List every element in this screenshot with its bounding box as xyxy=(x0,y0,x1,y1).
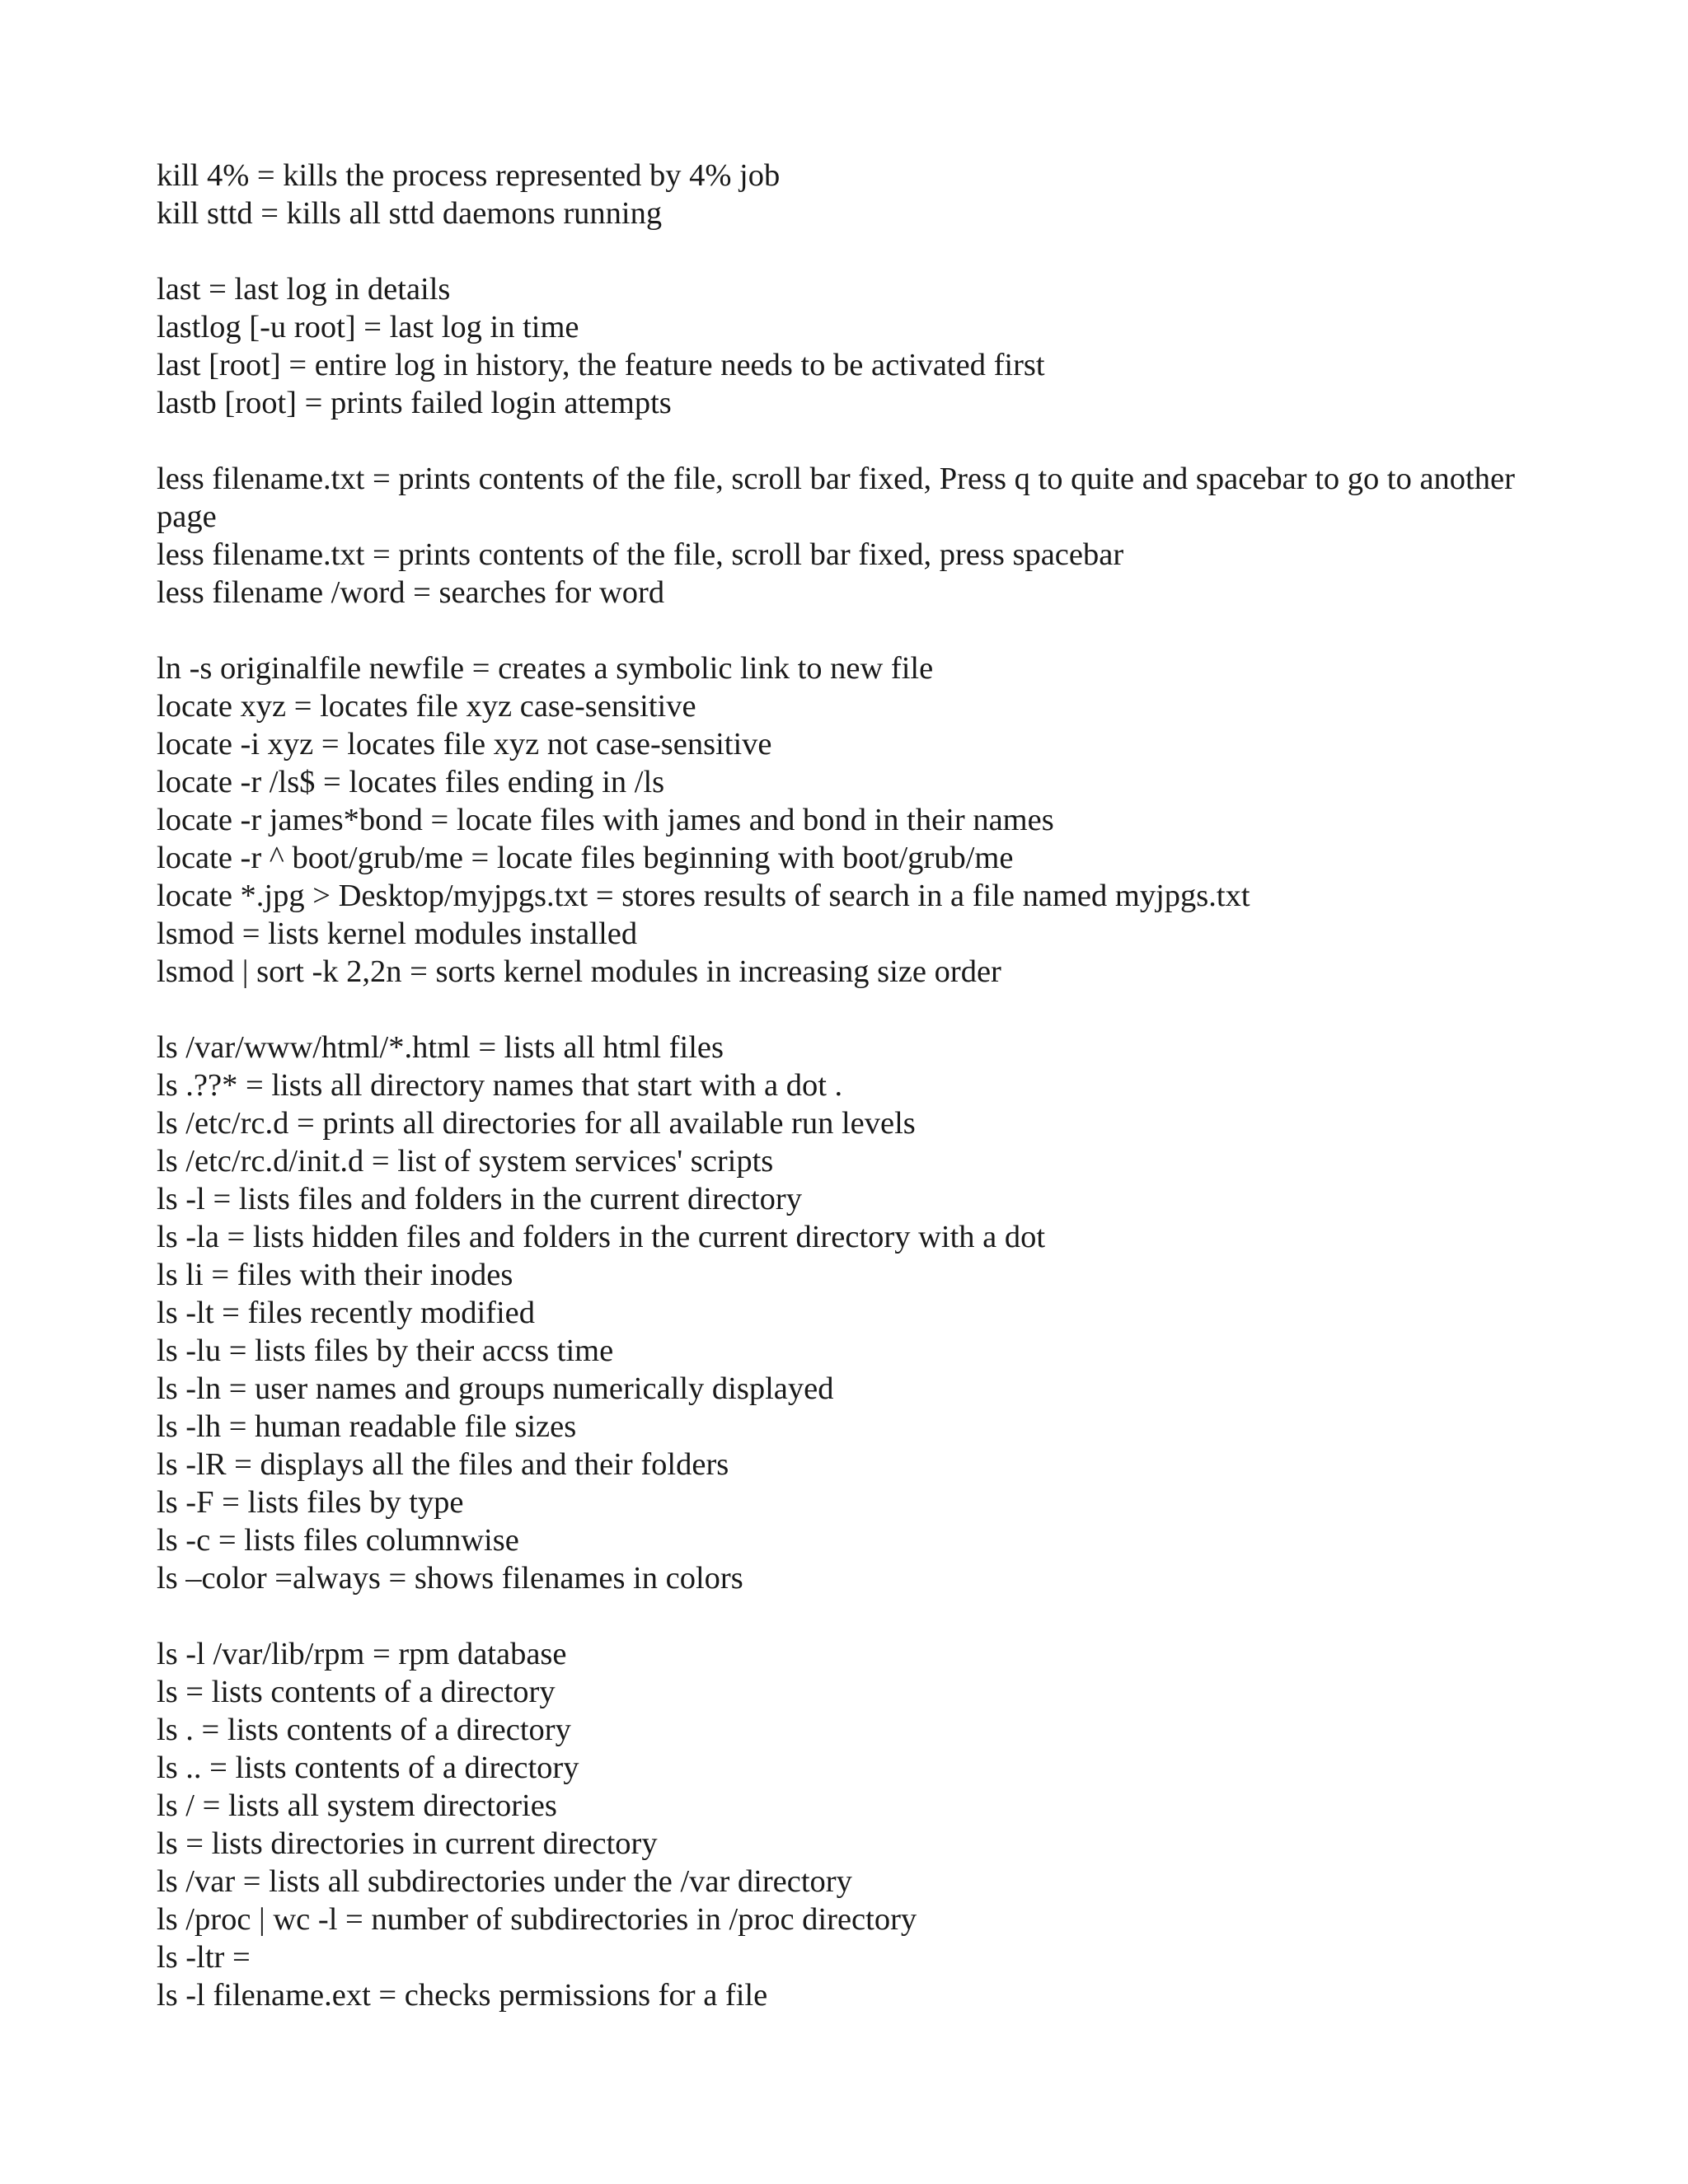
command-line: lsmod | sort -k 2,2n = sorts kernel modules in increasing size order xyxy=(157,954,1001,989)
command-group xyxy=(157,1635,1525,2014)
command-group xyxy=(157,460,1525,612)
command-line: ls /var/www/html/*.html = lists all html files xyxy=(157,1030,724,1065)
command-line: ls -l = lists files and folders in the current directory xyxy=(157,1182,802,1216)
command-line: locate -r /ls$ = locates files ending in /ls xyxy=(157,765,665,799)
command-line: ls li = files with their inodes xyxy=(157,1258,513,1292)
command-line: locate xyz = locates file xyz case-sensitive xyxy=(157,689,696,724)
command-line: less filename.txt = prints contents of the file, scroll bar fixed, Press q to quite and spacebar to go to another page xyxy=(157,462,1523,534)
command-line: ls . = lists contents of a directory xyxy=(157,1713,571,1747)
command-line: kill 4% = kills the process represented by 4% job xyxy=(157,158,781,193)
command-line: ls –color =always = shows filenames in colors xyxy=(157,1561,743,1596)
command-line: lastlog [-u root] = last log in time xyxy=(157,310,579,344)
command-line: locate -i xyz = locates file xyz not case-sensitive xyxy=(157,727,772,762)
command-line: ls -ln = user names and groups numerically displayed xyxy=(157,1371,834,1406)
command-line: last = last log in details xyxy=(157,272,451,307)
command-line: ls /etc/rc.d = prints all directories for all available run levels xyxy=(157,1106,916,1141)
command-line: less filename /word = searches for word xyxy=(157,575,665,610)
command-line: ls -lu = lists files by their accss time xyxy=(157,1333,614,1368)
command-line: kill sttd = kills all sttd daemons running xyxy=(157,196,663,231)
command-line: ls .. = lists contents of a directory xyxy=(157,1750,579,1785)
command-line: locate *.jpg > Desktop/myjpgs.txt = stores results of search in a file named myjpgs.txt xyxy=(157,879,1250,913)
command-line: ls -lR = displays all the files and their folders xyxy=(157,1447,729,1482)
command-group xyxy=(157,1029,1525,1597)
command-group xyxy=(157,649,1525,991)
command-line: ls /var = lists all subdirectories under the /var directory xyxy=(157,1864,852,1899)
command-line: lsmod = lists kernel modules installed xyxy=(157,916,638,951)
command-line: ls .??* = lists all directory names that start with a dot . xyxy=(157,1068,843,1103)
command-line: ls -la = lists hidden files and folders in the current directory with a dot xyxy=(157,1220,1046,1254)
command-line: ls -lt = files recently modified xyxy=(157,1296,535,1330)
command-line: less filename.txt = prints contents of the file, scroll bar fixed, press spacebar xyxy=(157,537,1124,572)
command-line: ls -l /var/lib/rpm = rpm database xyxy=(157,1637,567,1671)
command-line: ls = lists contents of a directory xyxy=(157,1675,556,1709)
command-line: ls = lists directories in current directory xyxy=(157,1826,658,1861)
command-line: ls / = lists all system directories xyxy=(157,1788,557,1823)
command-line: ls -lh = human readable file sizes xyxy=(157,1409,577,1444)
command-group xyxy=(157,270,1525,422)
command-line: locate -r james*bond = locate files with james and bond in their names xyxy=(157,803,1054,837)
command-line: ln -s originalfile newfile = creates a symbolic link to new file xyxy=(157,651,934,686)
command-line: lastb [root] = prints failed login attempts xyxy=(157,386,672,420)
command-line: ls -ltr = xyxy=(157,1940,251,1975)
command-line: ls /etc/rc.d/init.d = list of system services' scripts xyxy=(157,1144,774,1179)
command-line: ls -c = lists files columnwise xyxy=(157,1523,519,1558)
document-body xyxy=(157,157,1525,2014)
command-line: ls -l filename.ext = checks permissions for a file xyxy=(157,1978,768,2013)
command-line: last [root] = entire log in history, the feature needs to be activated first xyxy=(157,348,1045,382)
command-line: ls -F = lists files by type xyxy=(157,1485,464,1520)
command-line: locate -r ^ boot/grub/me = locate files beginning with boot/grub/me xyxy=(157,841,1014,875)
command-line: ls /proc | wc -l = number of subdirectories in /proc directory xyxy=(157,1902,917,1937)
command-group xyxy=(157,157,1525,232)
